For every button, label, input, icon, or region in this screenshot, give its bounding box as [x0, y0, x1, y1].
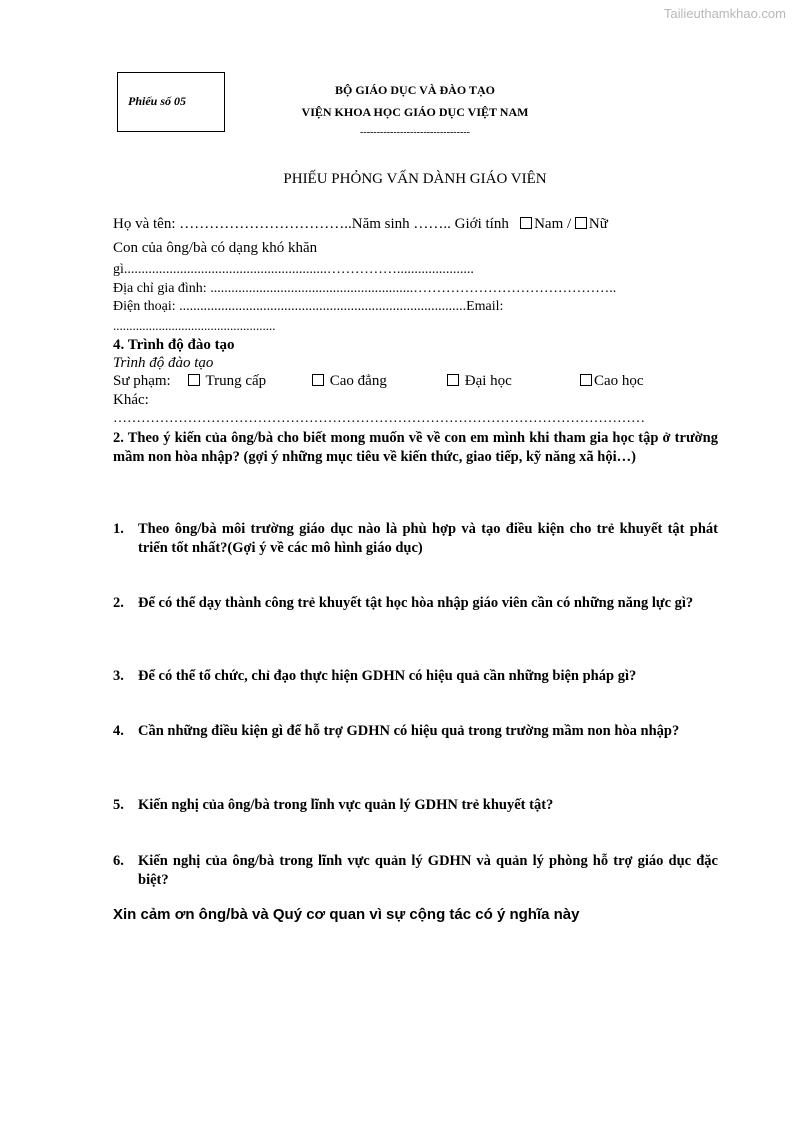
institute-name: VIỆN KHOA HỌC GIÁO DỤC VIỆT NAM — [301, 105, 529, 119]
checkbox[interactable] — [447, 374, 459, 386]
checkbox[interactable] — [188, 374, 200, 386]
male-checkbox[interactable] — [520, 217, 532, 229]
child-difficulty-line: gì..........................................................……………...................... — [113, 262, 474, 277]
header-divider: --------------------------------- — [360, 127, 470, 138]
question-5 — [113, 796, 718, 815]
page-title: PHIẾU PHỎNG VẤN DÀNH GIÁO VIÊN — [283, 171, 547, 187]
question-number: 3. — [113, 668, 124, 684]
option-cao-dang[interactable] — [312, 373, 387, 390]
option-label: Trung cấp — [205, 373, 267, 389]
question-text: Để có thể dạy thành công trẻ khuyết tật học hòa nhập giáo viên cần có những năng lực gì? — [138, 595, 694, 611]
phone-field: Điện thoại: ..................................................................................Email: — [113, 299, 504, 314]
question-text: Kiến nghị của ông/bà trong lĩnh vực quản lý GDHN trẻ khuyết tật? — [138, 797, 554, 813]
option-trung-cap[interactable] — [188, 373, 266, 390]
name-field — [113, 216, 608, 233]
child-difficulty-label: Con của ông/bà có dạng khó khăn — [113, 240, 318, 256]
other-line: …………………………………………………………………………………………………… — [113, 411, 645, 426]
question-6 — [113, 852, 718, 890]
option-label: Cao học — [594, 373, 644, 389]
question-intro: 2. Theo ý kiến của ông/bà cho biết mong muốn về về con em mình khi tham gia học tập ở trường mầm non hòa nhập? (gợi ý những mục tiêu về kiến thức, giao tiếp, kỹ năng xã hội…) — [113, 430, 718, 465]
education-heading: 4. Trình độ đào tạo — [113, 337, 235, 353]
question-number: 6. — [113, 853, 124, 869]
address-field: Địa chỉ gia đình: ..........................................................…………………………………….. — [113, 281, 617, 296]
option-dai-hoc[interactable] — [447, 373, 512, 390]
question-number: 5. — [113, 797, 124, 813]
form-number-box — [117, 72, 225, 132]
question-text: Để có thể tổ chức, chỉ đạo thực hiện GDHN có hiệu quả cần những biện pháp gì? — [138, 668, 637, 684]
option-cao-hoc[interactable] — [580, 373, 644, 390]
question-3 — [113, 667, 718, 686]
question-number: 4. — [113, 723, 124, 739]
form-number: Phiếu số 05 — [128, 94, 187, 108]
education-subheading: Trình độ đào tạo — [113, 355, 214, 371]
question-4 — [113, 722, 718, 741]
question-1 — [113, 520, 718, 558]
question-text: Theo ông/bà môi trường giáo dục nào là phù hợp và tạo điều kiện cho trẻ khuyết tật phát triển tốt nhất?(Gợi ý về các mô hình giáo dục) — [138, 521, 718, 556]
thank-you-note: Xin cảm ơn ông/bà và Quý cơ quan vì sự cộng tác có ý nghĩa này — [113, 906, 580, 923]
other-label: Khác: — [113, 392, 149, 408]
female-checkbox[interactable] — [575, 217, 587, 229]
pedagogy-label: Sư phạm: — [113, 373, 171, 389]
ministry-name: BỘ GIÁO DỤC VÀ ĐÀO TẠO — [335, 83, 495, 97]
option-label: Đại học — [464, 373, 512, 389]
question-number: 1. — [113, 521, 124, 537]
question-2 — [113, 594, 718, 613]
female-label: Nữ — [588, 216, 608, 232]
question-text: Kiến nghị của ông/bà trong lĩnh vực quản lý GDHN và quản lý phòng hỗ trợ giáo dục đặc biệt? — [138, 853, 718, 888]
name-line: Họ và tên: ……………………………..Năm sinh …….. Giới tính — [113, 216, 509, 232]
option-label: Cao đẳng — [329, 373, 387, 389]
question-number: 2. — [113, 595, 124, 611]
question-text: Cần những điều kiện gì để hỗ trợ GDHN có hiệu quả trong trường mầm non hòa nhập? — [138, 723, 680, 739]
email-line: .................................................. — [113, 318, 276, 333]
watermark: Tailieuthamkhao.com — [663, 6, 786, 21]
checkbox[interactable] — [312, 374, 324, 386]
checkbox[interactable] — [580, 374, 592, 386]
male-label: Nam / — [534, 216, 572, 232]
